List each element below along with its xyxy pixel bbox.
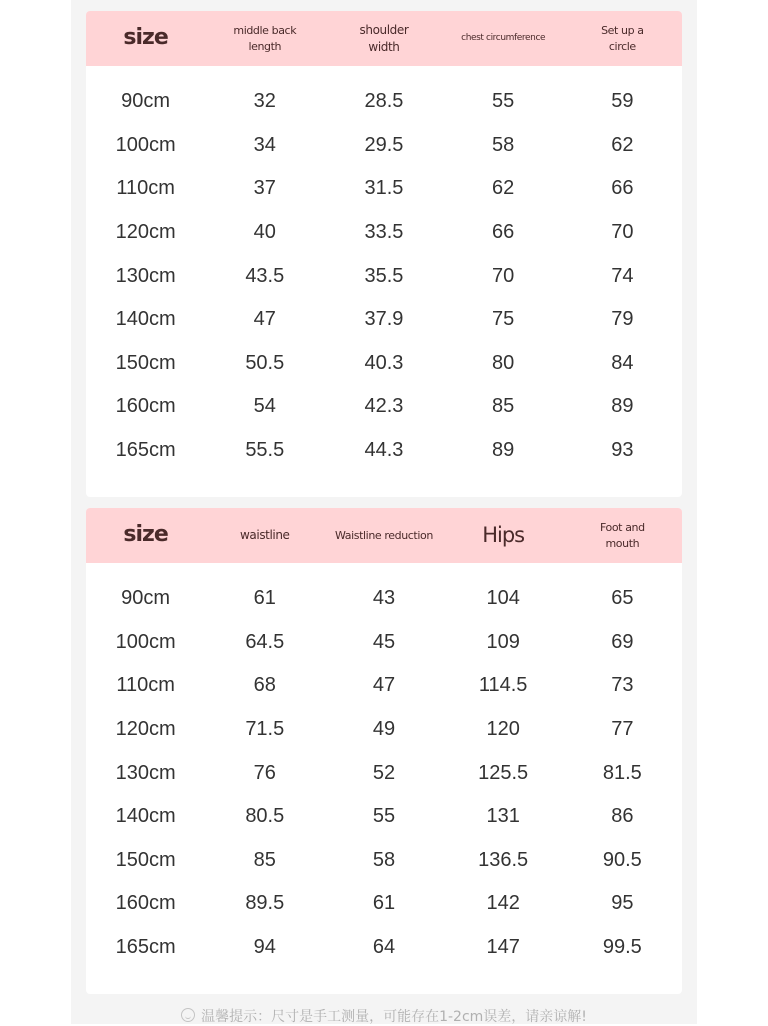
header-size: size: [123, 522, 168, 548]
cell-value: 55: [372, 805, 396, 828]
cell-value: 109: [486, 630, 520, 653]
cell-value: 85: [492, 395, 515, 418]
table-header: [86, 508, 682, 563]
header-waistline-reduction: Waistline reduction: [335, 528, 433, 542]
cell-size: 100cm: [115, 630, 176, 653]
cell-value: 28.5: [364, 90, 404, 113]
table-body: [86, 66, 682, 472]
cell-size: 140cm: [115, 805, 176, 828]
cell-value: 93: [611, 439, 634, 462]
cell-value: 32: [253, 90, 276, 113]
cell-value: 66: [611, 177, 634, 200]
cell-value: 70: [492, 264, 515, 287]
cell-value: 31.5: [364, 177, 404, 200]
cell-value: 50.5: [245, 351, 285, 374]
cell-value: 40: [253, 221, 276, 244]
note-text: 温馨提示：尺寸是手工测量，可能存在1-2cm误差，请亲谅解!: [201, 1009, 587, 1025]
cell-value: 43: [372, 587, 396, 610]
table-header: [86, 11, 682, 66]
cell-value: 90.5: [602, 848, 642, 871]
cell-value: 44.3: [364, 439, 404, 462]
cell-value: 66: [492, 221, 515, 244]
table-row: [86, 429, 682, 473]
cell-size: 150cm: [115, 351, 176, 374]
cell-value: 80.5: [245, 805, 285, 828]
header-chest-circumference: chest circumference: [461, 33, 546, 44]
cell-value: 74: [611, 264, 634, 287]
table-row: [86, 211, 682, 255]
table-row: [86, 795, 682, 839]
cell-value: 131: [486, 805, 520, 828]
cell-value: 104: [486, 587, 520, 610]
table-row: [86, 385, 682, 429]
cell-value: 42.3: [364, 395, 404, 418]
cell-value: 47: [372, 674, 396, 697]
cell-value: 76: [253, 761, 276, 784]
cell-value: 99.5: [602, 936, 642, 959]
table-row: [86, 839, 682, 883]
cell-value: 55.5: [245, 439, 285, 462]
cell-value: 79: [611, 308, 634, 331]
cell-value: 125.5: [478, 761, 529, 784]
cell-size: 120cm: [115, 718, 176, 741]
table-row: [86, 708, 682, 752]
cell-size: 90cm: [121, 587, 171, 610]
cell-value: 75: [492, 308, 515, 331]
cell-value: 45: [372, 630, 396, 653]
cell-value: 43.5: [245, 264, 285, 287]
table-row: [86, 577, 682, 621]
table-row: [86, 298, 682, 342]
table-row: [86, 124, 682, 168]
cell-value: 49: [372, 718, 396, 741]
table-row: [86, 254, 682, 298]
cell-size: 130cm: [115, 264, 176, 287]
cell-value: 89: [492, 439, 515, 462]
cell-value: 114.5: [478, 674, 528, 697]
table-row: [86, 80, 682, 124]
cell-value: 58: [492, 133, 515, 156]
cell-size: 110cm: [116, 177, 175, 200]
cell-value: 62: [611, 133, 634, 156]
table-row: [86, 882, 682, 926]
cell-value: 89.5: [245, 892, 285, 915]
cell-size: 150cm: [115, 848, 176, 871]
cell-value: 73: [611, 674, 634, 697]
cell-value: 94: [253, 936, 276, 959]
cell-value: 86: [611, 805, 634, 828]
cell-size: 110cm: [116, 674, 175, 697]
cell-value: 58: [372, 848, 396, 871]
cell-value: 61: [253, 587, 276, 610]
header-waistline: waistline: [240, 528, 290, 543]
cell-value: 77: [611, 718, 634, 741]
cell-value: 40.3: [364, 351, 404, 374]
cell-value: 120: [486, 718, 520, 741]
header-hips: Hips: [482, 522, 525, 547]
table-row: [86, 167, 682, 211]
cell-value: 55: [492, 90, 515, 113]
cell-size: 90cm: [121, 90, 171, 113]
cell-value: 35.5: [364, 264, 404, 287]
cell-size: 100cm: [115, 133, 176, 156]
cell-size: 130cm: [115, 761, 176, 784]
cell-value: 65: [611, 587, 634, 610]
cell-size: 160cm: [115, 395, 176, 418]
header-foot-and-mouth: Foot and mouth: [599, 521, 645, 550]
table-body: [86, 563, 682, 969]
table-row: [86, 621, 682, 665]
cell-value: 147: [486, 936, 520, 959]
cell-value: 62: [492, 177, 515, 200]
header-size: size: [123, 25, 168, 51]
cell-value: 84: [611, 351, 634, 374]
cell-value: 136.5: [478, 848, 529, 871]
cell-value: 95: [611, 892, 634, 915]
cell-size: 140cm: [115, 308, 176, 331]
smile-icon: [181, 1008, 195, 1022]
cell-value: 59: [611, 90, 634, 113]
cell-value: 68: [253, 674, 276, 697]
table-row: [86, 664, 682, 708]
table-row: [86, 342, 682, 386]
cell-value: 70: [611, 221, 634, 244]
cell-value: 52: [372, 761, 396, 784]
cell-value: 80: [492, 351, 515, 374]
cell-value: 37.9: [364, 308, 404, 331]
cell-value: 89: [611, 395, 634, 418]
cell-value: 64: [372, 936, 396, 959]
cell-value: 142: [486, 892, 520, 915]
cell-value: 71.5: [245, 718, 285, 741]
cell-value: 69: [611, 630, 634, 653]
header-middle-back-length: middle back length: [233, 24, 297, 53]
cell-size: 120cm: [115, 221, 176, 244]
cell-size: 165cm: [115, 936, 176, 959]
cell-value: 29.5: [364, 133, 404, 156]
table-row: [86, 751, 682, 795]
cell-size: 165cm: [115, 439, 176, 462]
cell-value: 85: [253, 848, 276, 871]
cell-value: 61: [372, 892, 396, 915]
cell-value: 33.5: [364, 221, 404, 244]
header-set-up-a-circle: Set up a circle: [601, 24, 644, 53]
cell-value: 54: [253, 395, 276, 418]
size-table-bottom: [86, 508, 682, 994]
cell-value: 34: [253, 133, 276, 156]
cell-value: 37: [253, 177, 276, 200]
cell-size: 160cm: [115, 892, 176, 915]
table-row: [86, 926, 682, 970]
cell-value: 47: [253, 308, 276, 331]
header-shoulder-width: shoulder width: [359, 22, 409, 54]
measurement-note: [0, 1006, 768, 1026]
cell-value: 64.5: [245, 630, 285, 653]
cell-value: 81.5: [602, 761, 642, 784]
size-table-top: [86, 11, 682, 497]
